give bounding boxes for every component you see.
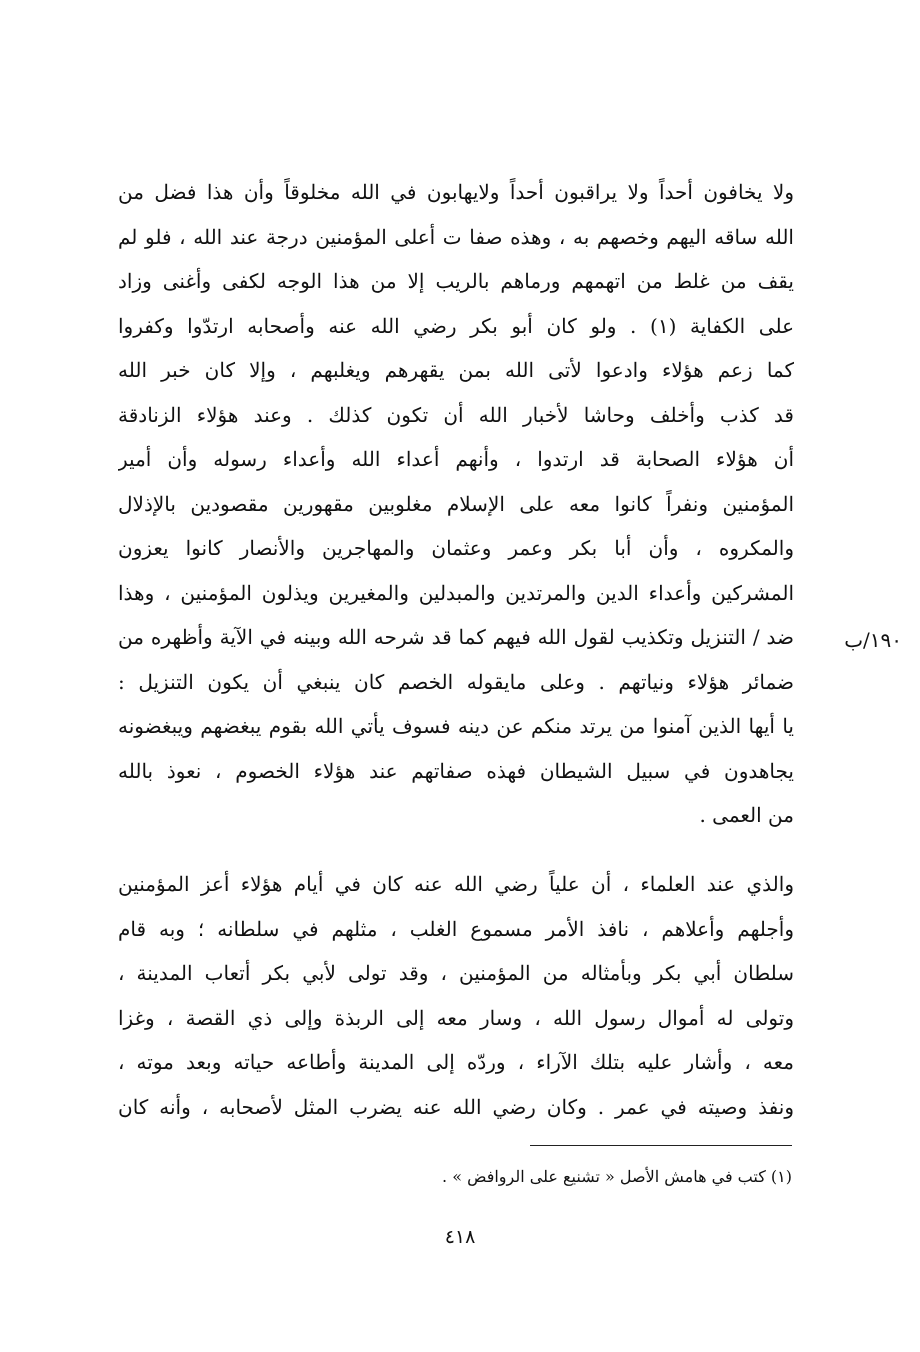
page-number: ٤١٨ (444, 1226, 476, 1248)
text-line: معه ، وأشار عليه بتلك الآراء ، وردّه إلى المدينة وأطاعه حياته وبعد موته ، (118, 1050, 794, 1074)
text-line: والمكروه ، وأن أبا بكر وعمر وعثمان والمهاجرين والأنصار كانوا يعزون (118, 536, 794, 560)
text-line: المشركين وأعداء الدين والمرتدين والمبدلين والمغيرين ويذلون المؤمنين ، وهذا (118, 580, 794, 605)
text-line: وأجلهم وأعلاهم ، نافذ الأمر مسموع الغلب ، مثلهم في سلطانه ؛ وبه قام (118, 916, 794, 941)
text-line: يجاهدون في سبيل الشيطان فهذه صفاتهم عند هؤلاء الخصوم ، نعوذ بالله (118, 758, 794, 783)
text-line: المؤمنين ونفراً كانوا معه على الإسلام مغلوبين مقهورين مقصودين بالإذلال (118, 491, 794, 516)
text-line: من العمى . (699, 803, 794, 827)
paragraph-2 (118, 862, 794, 1129)
text-line: سلطان أبي بكر وبأمثاله من المؤمنين ، وقد تولى لأبي بكر أتعاب المدينة ، (118, 961, 794, 985)
text-line: ضمائر هؤلاء ونياتهم . وعلى مايقوله الخصم كان ينبغي أن يكون التنزيل : (118, 669, 794, 694)
text-line: كما زعم هؤلاء وادعوا لأتى الله بمن يقهرهم ويغلبهم ، وإلا كان خبر الله (118, 358, 794, 382)
text-line: والذي عند العلماء ، أن علياً رضي الله عنه كان في أيام هؤلاء أعز المؤمنين (118, 872, 794, 896)
text-line: على الكفاية (١) . ولو كان أبو بكر رضي الله عنه وأصحابه ارتدّوا وكفروا (118, 313, 794, 338)
margin-folio-note: ١٩٠/ب (844, 628, 902, 652)
text-line: ولا يخافون أحداً ولا يراقبون أحداً ولايهابون في الله مخلوقاً وأن هذا فضل من (118, 180, 794, 204)
text-line: ضد / التنزيل وتكذيب لقول الله فيهم كما قد شرحه الله وبينه في الآية وأظهره من (118, 625, 794, 649)
footnote: (١) كتب في هامش الأصل « تشنيع على الروافض » . (442, 1167, 792, 1186)
paragraph-1 (118, 170, 794, 838)
text-line: الله ساقه اليهم وخصهم به ، وهذه صفا ت أعلى المؤمنين درجة عند الله ، فلو لم (118, 224, 794, 249)
text-line: ونفذ وصيته في عمر . وكان رضي الله عنه يضرب المثل لأصحابه ، وأنه كان (118, 1094, 794, 1119)
text-line: يقف من غلط من اتهمهم ورماهم بالريب إلا من هذا الوجه لكفى وأغنى وزاد (118, 269, 794, 293)
text-line: أن هؤلاء الصحابة قد ارتدوا ، وأنهم أعداء الله وأعداء رسوله وأن أمير (118, 447, 794, 471)
footnote-separator (530, 1145, 792, 1146)
text-line: قد كذب وأخلف وحاشا لأخبار الله أن تكون كذلك . وعند هؤلاء الزنادقة (118, 402, 794, 427)
text-line: وتولى له أموال رسول الله ، وسار معه إلى الربذة وإلى ذي القصة ، وغزا (118, 1005, 794, 1030)
text-line: يا أيها الذين آمنوا من يرتد منكم عن دينه فسوف يأتي الله بقوم يبغضهم ويبغضونه (118, 714, 794, 738)
